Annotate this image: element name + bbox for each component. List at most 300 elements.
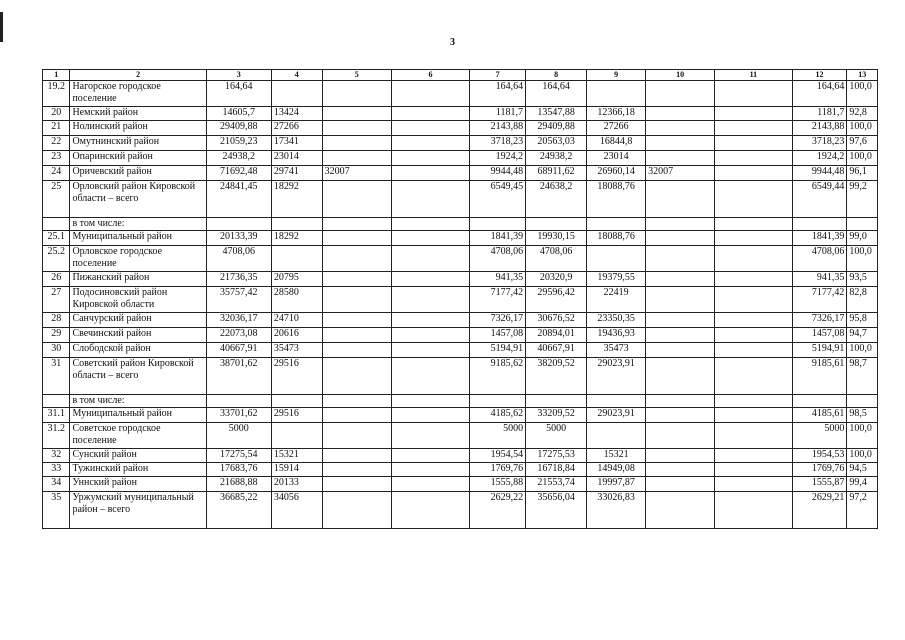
table-cell-c11 — [715, 218, 792, 231]
table-cell-c9: 35473 — [587, 343, 646, 358]
table-cell-c10 — [646, 313, 715, 328]
table-cell-c11 — [715, 408, 792, 423]
table-cell-c7: 3718,23 — [470, 136, 526, 151]
table-cell-c3 — [206, 218, 271, 231]
table-cell-c11 — [715, 136, 792, 151]
table-cell-name: Пижанский район — [70, 272, 206, 287]
table-cell-number: 21 — [43, 121, 70, 136]
table-cell-c13: 82,8 — [847, 287, 878, 313]
table-cell-c3 — [206, 395, 271, 408]
table-cell-number: 24 — [43, 166, 70, 181]
table-cell-number — [43, 218, 70, 231]
table-cell-c10 — [646, 477, 715, 492]
table-cell-number: 26 — [43, 272, 70, 287]
table-cell-number: 25.1 — [43, 231, 70, 246]
table-cell-c7 — [470, 218, 526, 231]
table-cell-c3: 33701,62 — [206, 408, 271, 423]
table-cell-c10 — [646, 343, 715, 358]
table-cell-c11 — [715, 395, 792, 408]
table-cell-c6 — [391, 218, 469, 231]
table-cell-c13: 100,0 — [847, 246, 878, 272]
table-cell-name: Тужинский район — [70, 463, 206, 477]
table-cell-c12: 1181,7 — [792, 107, 847, 121]
table-cell-c10 — [646, 287, 715, 313]
table-cell-c11 — [715, 492, 792, 529]
table-cell-number: 19.2 — [43, 81, 70, 107]
table-cell-c3: 29409,88 — [206, 121, 271, 136]
table-row — [43, 358, 878, 395]
table-cell-c12: 2629,21 — [792, 492, 847, 529]
table-cell-c10 — [646, 423, 715, 449]
table-cell-c6 — [391, 328, 469, 343]
table-cell-c11 — [715, 231, 792, 246]
table-cell-c7: 4708,06 — [470, 246, 526, 272]
table-cell-c12: 3718,23 — [792, 136, 847, 151]
table-cell-c6 — [391, 395, 469, 408]
table-cell-c11 — [715, 358, 792, 395]
page-number: 3 — [450, 37, 455, 48]
table-cell-c7: 1769,76 — [470, 463, 526, 477]
table-cell-c3: 17683,76 — [206, 463, 271, 477]
table-cell-c3: 21736,35 — [206, 272, 271, 287]
table-cell-c9: 23014 — [587, 151, 646, 166]
table-cell-c5 — [322, 492, 391, 529]
table-cell-c6 — [391, 449, 469, 463]
table-cell-c12: 1954,53 — [792, 449, 847, 463]
table-cell-c13: 98,7 — [847, 358, 878, 395]
table-cell-c4: 13424 — [271, 107, 322, 121]
table-cell-c3: 32036,17 — [206, 313, 271, 328]
table-cell-c7 — [470, 395, 526, 408]
table-cell-name: Уржумский муниципальный район – всего — [70, 492, 206, 529]
table-cell-c4 — [271, 81, 322, 107]
table-cell-c4: 20795 — [271, 272, 322, 287]
table-cell-name: Орловский район Кировской области – всего — [70, 181, 206, 218]
table-row — [43, 313, 878, 328]
table-cell-c8: 35656,04 — [526, 492, 587, 529]
header-cell: 3 — [206, 70, 271, 81]
table-cell-c12: 1841,39 — [792, 231, 847, 246]
table-cell-c11 — [715, 449, 792, 463]
table-cell-c8: 20320,9 — [526, 272, 587, 287]
table-cell-c12: 9185,61 — [792, 358, 847, 395]
table-cell-c7: 2143,88 — [470, 121, 526, 136]
table-cell-c6 — [391, 287, 469, 313]
table-cell-c4: 23014 — [271, 151, 322, 166]
table-cell-c3: 5000 — [206, 423, 271, 449]
table-cell-c3: 17275,54 — [206, 449, 271, 463]
table-cell-c8: 16718,84 — [526, 463, 587, 477]
table-cell-c9 — [587, 423, 646, 449]
table-cell-c9: 26960,14 — [587, 166, 646, 181]
table-cell-name: Опаринский район — [70, 151, 206, 166]
table-cell-c12: 1924,2 — [792, 151, 847, 166]
table-cell-c12: 9944,48 — [792, 166, 847, 181]
table-cell-number: 31.1 — [43, 408, 70, 423]
table-cell-c13: 97,6 — [847, 136, 878, 151]
table-cell-name: Советский район Кировской области – всего — [70, 358, 206, 395]
table-cell-c6 — [391, 81, 469, 107]
table-cell-c8: 29596,42 — [526, 287, 587, 313]
table-cell-c10 — [646, 181, 715, 218]
table-cell-c6 — [391, 492, 469, 529]
table-cell-c8: 38209,52 — [526, 358, 587, 395]
table-cell-c13: 100,0 — [847, 343, 878, 358]
table-cell-c4: 27266 — [271, 121, 322, 136]
table-cell-c11 — [715, 81, 792, 107]
table-cell-c11 — [715, 477, 792, 492]
table-cell-c4: 28580 — [271, 287, 322, 313]
table-cell-c6 — [391, 343, 469, 358]
header-cell: 5 — [322, 70, 391, 81]
table-cell-c8: 4708,06 — [526, 246, 587, 272]
table-cell-c7: 1181,7 — [470, 107, 526, 121]
table-cell-c8: 68911,62 — [526, 166, 587, 181]
table-cell-c13: 95,8 — [847, 313, 878, 328]
table-cell-c6 — [391, 477, 469, 492]
table-row — [43, 272, 878, 287]
table-cell-number: 32 — [43, 449, 70, 463]
table-cell-c13: 99,2 — [847, 181, 878, 218]
table-cell-c10: 32007 — [646, 166, 715, 181]
table-cell-c7: 1555,88 — [470, 477, 526, 492]
table-cell-name: Советское городское поселение — [70, 423, 206, 449]
table-row — [43, 246, 878, 272]
table-cell-c7: 941,35 — [470, 272, 526, 287]
table-cell-c8: 24638,2 — [526, 181, 587, 218]
table-cell-c11 — [715, 166, 792, 181]
table-row — [43, 166, 878, 181]
header-cell: 13 — [847, 70, 878, 81]
table-cell-c10 — [646, 328, 715, 343]
table-cell-number: 34 — [43, 477, 70, 492]
table-cell-name: Муниципальный район — [70, 408, 206, 423]
table-cell-number: 29 — [43, 328, 70, 343]
table-cell-number: 22 — [43, 136, 70, 151]
table-cell-c13: 94,5 — [847, 463, 878, 477]
table-cell-c7: 7177,42 — [470, 287, 526, 313]
table-cell-name: Слободской район — [70, 343, 206, 358]
table-cell-c8: 13547,88 — [526, 107, 587, 121]
table-cell-c12: 1457,08 — [792, 328, 847, 343]
table-cell-c11 — [715, 107, 792, 121]
table-cell-c6 — [391, 313, 469, 328]
header-cell: 4 — [271, 70, 322, 81]
table-cell-c8: 164,64 — [526, 81, 587, 107]
table-cell-c11 — [715, 272, 792, 287]
table-cell-c9: 12366,18 — [587, 107, 646, 121]
table-cell-c3: 38701,62 — [206, 358, 271, 395]
table-cell-c13: 92,8 — [847, 107, 878, 121]
table-cell-c9: 14949,08 — [587, 463, 646, 477]
table-cell-c13: 94,7 — [847, 328, 878, 343]
table-cell-name: в том числе: — [70, 395, 206, 408]
table-cell-c3: 24841,45 — [206, 181, 271, 218]
table-cell-c11 — [715, 287, 792, 313]
table-cell-c3: 36685,22 — [206, 492, 271, 529]
table-cell-c9: 23350,35 — [587, 313, 646, 328]
table-cell-c3: 20133,39 — [206, 231, 271, 246]
table-cell-c10 — [646, 358, 715, 395]
table-cell-c10 — [646, 395, 715, 408]
table-cell-c4: 24710 — [271, 313, 322, 328]
table-cell-c9 — [587, 395, 646, 408]
table-cell-c10 — [646, 136, 715, 151]
table-cell-c4: 18292 — [271, 181, 322, 218]
table-cell-name: Омутнинский район — [70, 136, 206, 151]
table-cell-c5 — [322, 107, 391, 121]
table-cell-c11 — [715, 313, 792, 328]
table-row — [43, 121, 878, 136]
table-cell-c5 — [322, 246, 391, 272]
table-cell-c8: 21553,74 — [526, 477, 587, 492]
table-row — [43, 151, 878, 166]
table-cell-c4: 15321 — [271, 449, 322, 463]
table-cell-c7: 1954,54 — [470, 449, 526, 463]
table-cell-c4: 29741 — [271, 166, 322, 181]
data-table — [42, 69, 878, 529]
table-cell-name: Санчурский район — [70, 313, 206, 328]
table-cell-c5 — [322, 181, 391, 218]
header-cell: 9 — [587, 70, 646, 81]
table-cell-c8 — [526, 395, 587, 408]
table-cell-c9: 18088,76 — [587, 181, 646, 218]
table-row — [43, 463, 878, 477]
table-cell-c8: 30676,52 — [526, 313, 587, 328]
table-cell-c4 — [271, 246, 322, 272]
table-cell-c9: 33026,83 — [587, 492, 646, 529]
table-row — [43, 107, 878, 121]
table-cell-c6 — [391, 408, 469, 423]
table-cell-c3: 71692,48 — [206, 166, 271, 181]
table-cell-c8: 20894,01 — [526, 328, 587, 343]
table-cell-c12: 4185,61 — [792, 408, 847, 423]
table-cell-c5 — [322, 218, 391, 231]
table-row — [43, 423, 878, 449]
table-cell-c13: 99,4 — [847, 477, 878, 492]
table-cell-c6 — [391, 181, 469, 218]
table-cell-name: Подосиновский район Кировской области — [70, 287, 206, 313]
table-cell-c7: 9944,48 — [470, 166, 526, 181]
table-cell-c5 — [322, 477, 391, 492]
header-cell: 2 — [70, 70, 206, 81]
table-cell-c13: 96,1 — [847, 166, 878, 181]
table-cell-c9 — [587, 218, 646, 231]
table-cell-c6 — [391, 107, 469, 121]
table-cell-c5 — [322, 272, 391, 287]
table-cell-c9: 29023,91 — [587, 408, 646, 423]
table-cell-c8: 17275,53 — [526, 449, 587, 463]
table-cell-c6 — [391, 121, 469, 136]
table-cell-name: Уннский район — [70, 477, 206, 492]
table-cell-c7: 1841,39 — [470, 231, 526, 246]
table-cell-c5 — [322, 328, 391, 343]
table-cell-c10 — [646, 218, 715, 231]
table-cell-name: Орловское городское поселение — [70, 246, 206, 272]
table-row — [43, 477, 878, 492]
table-cell-c5 — [322, 395, 391, 408]
table-cell-c4 — [271, 395, 322, 408]
table-cell-c12: 1555,87 — [792, 477, 847, 492]
table-cell-number: 20 — [43, 107, 70, 121]
table-cell-c13 — [847, 395, 878, 408]
table-cell-c4: 35473 — [271, 343, 322, 358]
table-cell-c10 — [646, 492, 715, 529]
table-cell-c13: 100,0 — [847, 449, 878, 463]
table-cell-c4 — [271, 218, 322, 231]
table-cell-c9: 16844,8 — [587, 136, 646, 151]
table-cell-c12: 1769,76 — [792, 463, 847, 477]
table-cell-number: 25.2 — [43, 246, 70, 272]
table-cell-c8: 29409,88 — [526, 121, 587, 136]
table-cell-c12 — [792, 218, 847, 231]
table-cell-c8: 33209,52 — [526, 408, 587, 423]
table-cell-c7: 164,64 — [470, 81, 526, 107]
table-cell-c9: 19379,55 — [587, 272, 646, 287]
table-cell-c4: 17341 — [271, 136, 322, 151]
table-cell-name: Нолинский район — [70, 121, 206, 136]
table-cell-c4: 34056 — [271, 492, 322, 529]
table-cell-c12: 5194,91 — [792, 343, 847, 358]
table-cell-c4: 29516 — [271, 408, 322, 423]
table-cell-c6 — [391, 231, 469, 246]
table-cell-c6 — [391, 423, 469, 449]
table-cell-c13 — [847, 218, 878, 231]
table-row — [43, 395, 878, 408]
table-cell-c5 — [322, 358, 391, 395]
table-cell-c5 — [322, 81, 391, 107]
table-cell-c5 — [322, 408, 391, 423]
table-cell-c7: 1457,08 — [470, 328, 526, 343]
table-cell-c9: 22419 — [587, 287, 646, 313]
table-cell-c5 — [322, 343, 391, 358]
table-cell-c8: 24938,2 — [526, 151, 587, 166]
table-cell-c4: 20616 — [271, 328, 322, 343]
table-cell-c4 — [271, 423, 322, 449]
table-cell-c12: 941,35 — [792, 272, 847, 287]
table-cell-c8: 40667,91 — [526, 343, 587, 358]
table-cell-c12: 6549,44 — [792, 181, 847, 218]
table-cell-c11 — [715, 246, 792, 272]
table-cell-c11 — [715, 181, 792, 218]
table-cell-c12: 5000 — [792, 423, 847, 449]
table-cell-c5 — [322, 287, 391, 313]
table-cell-c5 — [322, 121, 391, 136]
table-cell-c6 — [391, 166, 469, 181]
table-cell-number: 35 — [43, 492, 70, 529]
table-row — [43, 181, 878, 218]
table-cell-name: Нагорское городское поселение — [70, 81, 206, 107]
table-cell-c9: 18088,76 — [587, 231, 646, 246]
table-cell-c13: 100,0 — [847, 151, 878, 166]
table-cell-c4: 18292 — [271, 231, 322, 246]
table-cell-c8 — [526, 218, 587, 231]
table-cell-c7: 9185,62 — [470, 358, 526, 395]
table-cell-c6 — [391, 272, 469, 287]
header-cell: 6 — [391, 70, 469, 81]
table-cell-c11 — [715, 423, 792, 449]
table-row — [43, 136, 878, 151]
table-cell-c6 — [391, 136, 469, 151]
table-cell-name: Свечинский район — [70, 328, 206, 343]
table-cell-c5 — [322, 151, 391, 166]
table-cell-number: 30 — [43, 343, 70, 358]
table-row — [43, 231, 878, 246]
table-cell-c8: 5000 — [526, 423, 587, 449]
table-cell-c3: 21059,23 — [206, 136, 271, 151]
table-cell-c12: 7177,42 — [792, 287, 847, 313]
table-cell-c5 — [322, 136, 391, 151]
table-cell-c12 — [792, 395, 847, 408]
table-cell-c3: 40667,91 — [206, 343, 271, 358]
table-cell-c10 — [646, 246, 715, 272]
table-cell-number — [43, 395, 70, 408]
table-cell-c3: 14605,7 — [206, 107, 271, 121]
table-cell-c7: 5000 — [470, 423, 526, 449]
table-cell-c5 — [322, 463, 391, 477]
table-cell-c9: 29023,91 — [587, 358, 646, 395]
table-cell-c3: 35757,42 — [206, 287, 271, 313]
table-cell-c11 — [715, 121, 792, 136]
table-row — [43, 287, 878, 313]
table-cell-name: Немский район — [70, 107, 206, 121]
table-cell-number: 31 — [43, 358, 70, 395]
table-cell-c11 — [715, 343, 792, 358]
table-cell-c7: 5194,91 — [470, 343, 526, 358]
table-cell-c11 — [715, 328, 792, 343]
table-cell-c9 — [587, 81, 646, 107]
table-row — [43, 218, 878, 231]
table-row — [43, 343, 878, 358]
header-cell: 8 — [526, 70, 587, 81]
table-row — [43, 328, 878, 343]
table-cell-c13: 100,0 — [847, 81, 878, 107]
table-cell-c13: 100,0 — [847, 423, 878, 449]
table-cell-c7: 2629,22 — [470, 492, 526, 529]
table-cell-number: 28 — [43, 313, 70, 328]
table-cell-number: 25 — [43, 181, 70, 218]
table-cell-c7: 6549,45 — [470, 181, 526, 218]
table-cell-number: 27 — [43, 287, 70, 313]
table-cell-c3: 4708,06 — [206, 246, 271, 272]
table-cell-c12: 2143,88 — [792, 121, 847, 136]
table-cell-c5 — [322, 449, 391, 463]
table-cell-c13: 99,0 — [847, 231, 878, 246]
table-cell-c8: 19930,15 — [526, 231, 587, 246]
table-cell-c10 — [646, 272, 715, 287]
table-row — [43, 81, 878, 107]
table-cell-c3: 164,64 — [206, 81, 271, 107]
table-cell-c7: 4185,62 — [470, 408, 526, 423]
table-cell-c12: 7326,17 — [792, 313, 847, 328]
table-cell-name: Сунский район — [70, 449, 206, 463]
header-row — [43, 70, 878, 81]
header-cell: 1 — [43, 70, 70, 81]
table-cell-c6 — [391, 358, 469, 395]
table-cell-c6 — [391, 463, 469, 477]
table-cell-name: Оричевский район — [70, 166, 206, 181]
table-cell-c4: 29516 — [271, 358, 322, 395]
table-cell-number: 33 — [43, 463, 70, 477]
header-cell: 10 — [646, 70, 715, 81]
table-cell-c4: 20133 — [271, 477, 322, 492]
table-cell-c6 — [391, 151, 469, 166]
header-cell: 12 — [792, 70, 847, 81]
table-cell-c9: 19997,87 — [587, 477, 646, 492]
table-cell-c13: 98,5 — [847, 408, 878, 423]
table-cell-c3: 21688,88 — [206, 477, 271, 492]
table-cell-c9: 27266 — [587, 121, 646, 136]
